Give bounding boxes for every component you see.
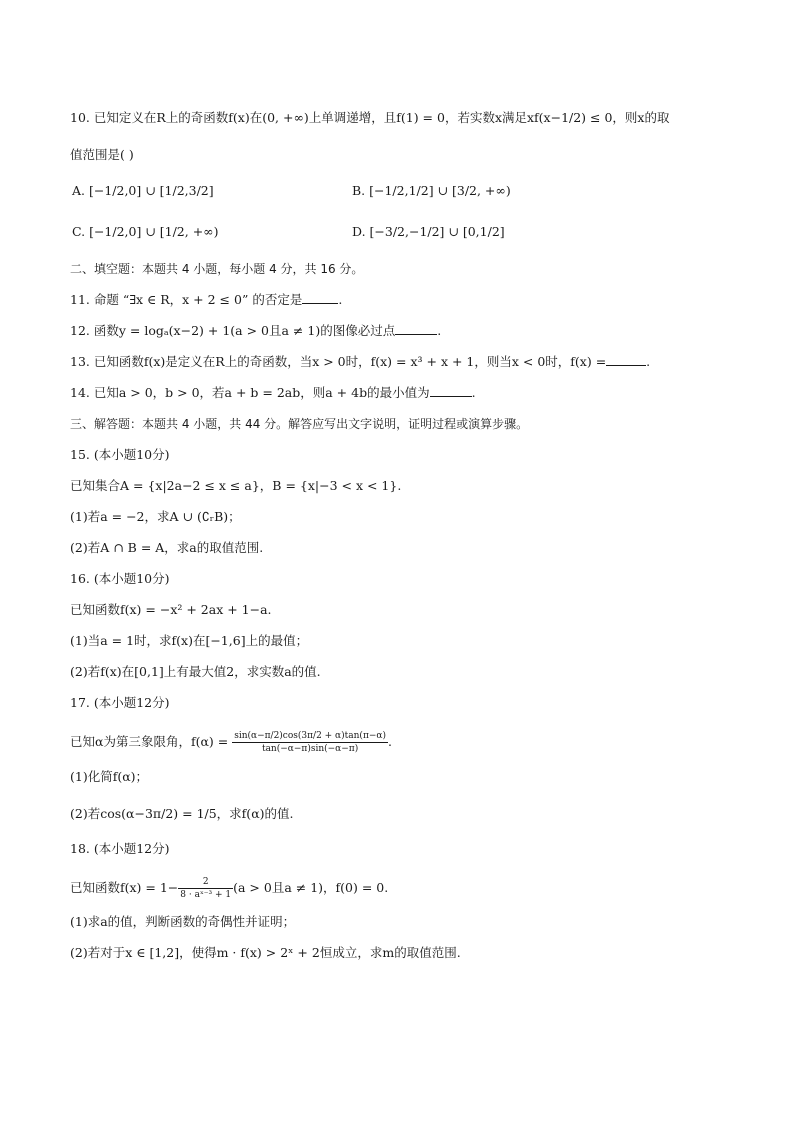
q12-line: 12. 函数y = logₐ(x−2) + 1(a > 0且a ≠ 1)的图像必过点 . — [70, 323, 442, 338]
q18-fraction — [178, 876, 233, 901]
q11-blank — [302, 291, 338, 304]
q17-heading: 17. (本小题12分) — [70, 695, 170, 710]
q13-text: 13. 已知函数f(x)是定义在R上的奇函数，当x > 0时，f(x) = x³ + x + 1，则当x < 0时，f(x) = — [70, 354, 607, 369]
section-solution-heading: 三、解答题：本题共 4 小题，共 44 分。解答应写出文字说明，证明过程或演算步骤。 — [70, 417, 529, 431]
q18-part1: (1)求a的值，判断函数的奇偶性并证明； — [70, 914, 296, 929]
q15-heading: 15. (本小题10分) — [70, 447, 170, 462]
q17-fraction — [232, 730, 388, 755]
q15-stem: 已知集合A = {x|2a−2 ≤ x ≤ a}，B = {x|−3 < x < 1}. — [70, 478, 402, 493]
q10-option-b: B. [−1/2,1/2] ∪ [3/2, +∞) — [352, 183, 511, 198]
q10-line2: 值范围是( ) — [70, 147, 134, 162]
q16-part2: (2)若f(x)在[0,1]上有最大值2，求实数a的值. — [70, 664, 321, 679]
q14-text: 14. 已知a > 0，b > 0，若a + b = 2ab，则a + 4b的最小值为 — [70, 385, 430, 400]
q12-blank — [395, 322, 437, 335]
q17-fraction-denominator: tan(−α−π)sin(−α−π) — [261, 744, 359, 754]
q10-line1: 10. 已知定义在R上的奇函数f(x)在(0, +∞)上单调递增，且f(1) = 0，若实数x满足xf(x−1/2) ≤ 0，则x的取 — [70, 110, 670, 125]
q11-text: 11. 命题 “∃x ∈ R，x + 2 ≤ 0” 的否定是 — [70, 292, 303, 307]
q18-heading: 18. (本小题12分) — [70, 841, 170, 856]
q15-part1: (1)若a = −2，求A ∪ (∁ᵣB)； — [70, 509, 241, 524]
q12-text: 12. 函数y = logₐ(x−2) + 1(a > 0且a ≠ 1)的图像必过点 — [70, 323, 396, 338]
q17-part2: (2)若cos(α−3π/2) = 1/5，求f(α)的值. — [70, 806, 294, 821]
q18-fraction-denominator: 8 · aˣ⁻³ + 1 — [180, 890, 232, 900]
q18-stem-left: 已知函数f(x) = 1− — [70, 880, 179, 895]
q13-line: 13. 已知函数f(x)是定义在R上的奇函数，当x > 0时，f(x) = x³ + x + 1，则当x < 0时，f(x) = . — [70, 354, 651, 369]
q16-stem: 已知函数f(x) = −x² + 2ax + 1−a. — [70, 602, 272, 617]
q10-option-d: D. [−3/2,−1/2] ∪ [0,1/2] — [352, 224, 505, 239]
q18-part2: (2)若对于x ∈ [1,2]，使得m · f(x) > 2ˣ + 2恒成立，求m的取值范围. — [70, 945, 461, 960]
q18-stem-right: (a > 0且a ≠ 1)，f(0) = 0. — [233, 880, 389, 895]
q16-part1: (1)当a = 1时，求f(x)在[−1,6]上的最值； — [70, 633, 309, 648]
q10-option-a: A. [−1/2,0] ∪ [1/2,3/2] — [72, 183, 214, 198]
q10-option-c: C. [−1/2,0] ∪ [1/2, +∞) — [72, 224, 219, 239]
q18-stem — [70, 876, 388, 901]
q17-stem-text: 已知α为第三象限角，f(α) = — [70, 734, 229, 749]
q11-line: 11. 命题 “∃x ∈ R，x + 2 ≤ 0” 的否定是 . — [70, 292, 343, 307]
q14-blank — [430, 384, 472, 397]
q17-part1: (1)化简f(α)； — [70, 769, 149, 784]
q14-line: 14. 已知a > 0，b > 0，若a + b = 2ab，则a + 4b的最小值为 . — [70, 385, 476, 400]
q17-stem: 已知α为第三象限角，f(α) = $\frac{\sin(\alpha-\pi/2)\cos(3\pi/2 + \alpha)\tan(\pi-\alpha)}{\tan(-\alpha-\pi)\sin(-\alpha-\pi)}$ . — [70, 731, 392, 754]
q15-part2: (2)若A ∩ B = A，求a的取值范围. — [70, 540, 264, 555]
q13-blank — [606, 353, 646, 366]
q16-heading: 16. (本小题10分) — [70, 571, 170, 586]
q18-fraction-numerator: 2 — [178, 876, 233, 889]
q17-fraction-numerator: sin(α−π/2)cos(3π/2 + α)tan(π−α) — [234, 731, 386, 741]
section-fill-in-heading: 二、填空题：本题共 4 小题，每小题 4 分，共 16 分。 — [70, 262, 364, 276]
